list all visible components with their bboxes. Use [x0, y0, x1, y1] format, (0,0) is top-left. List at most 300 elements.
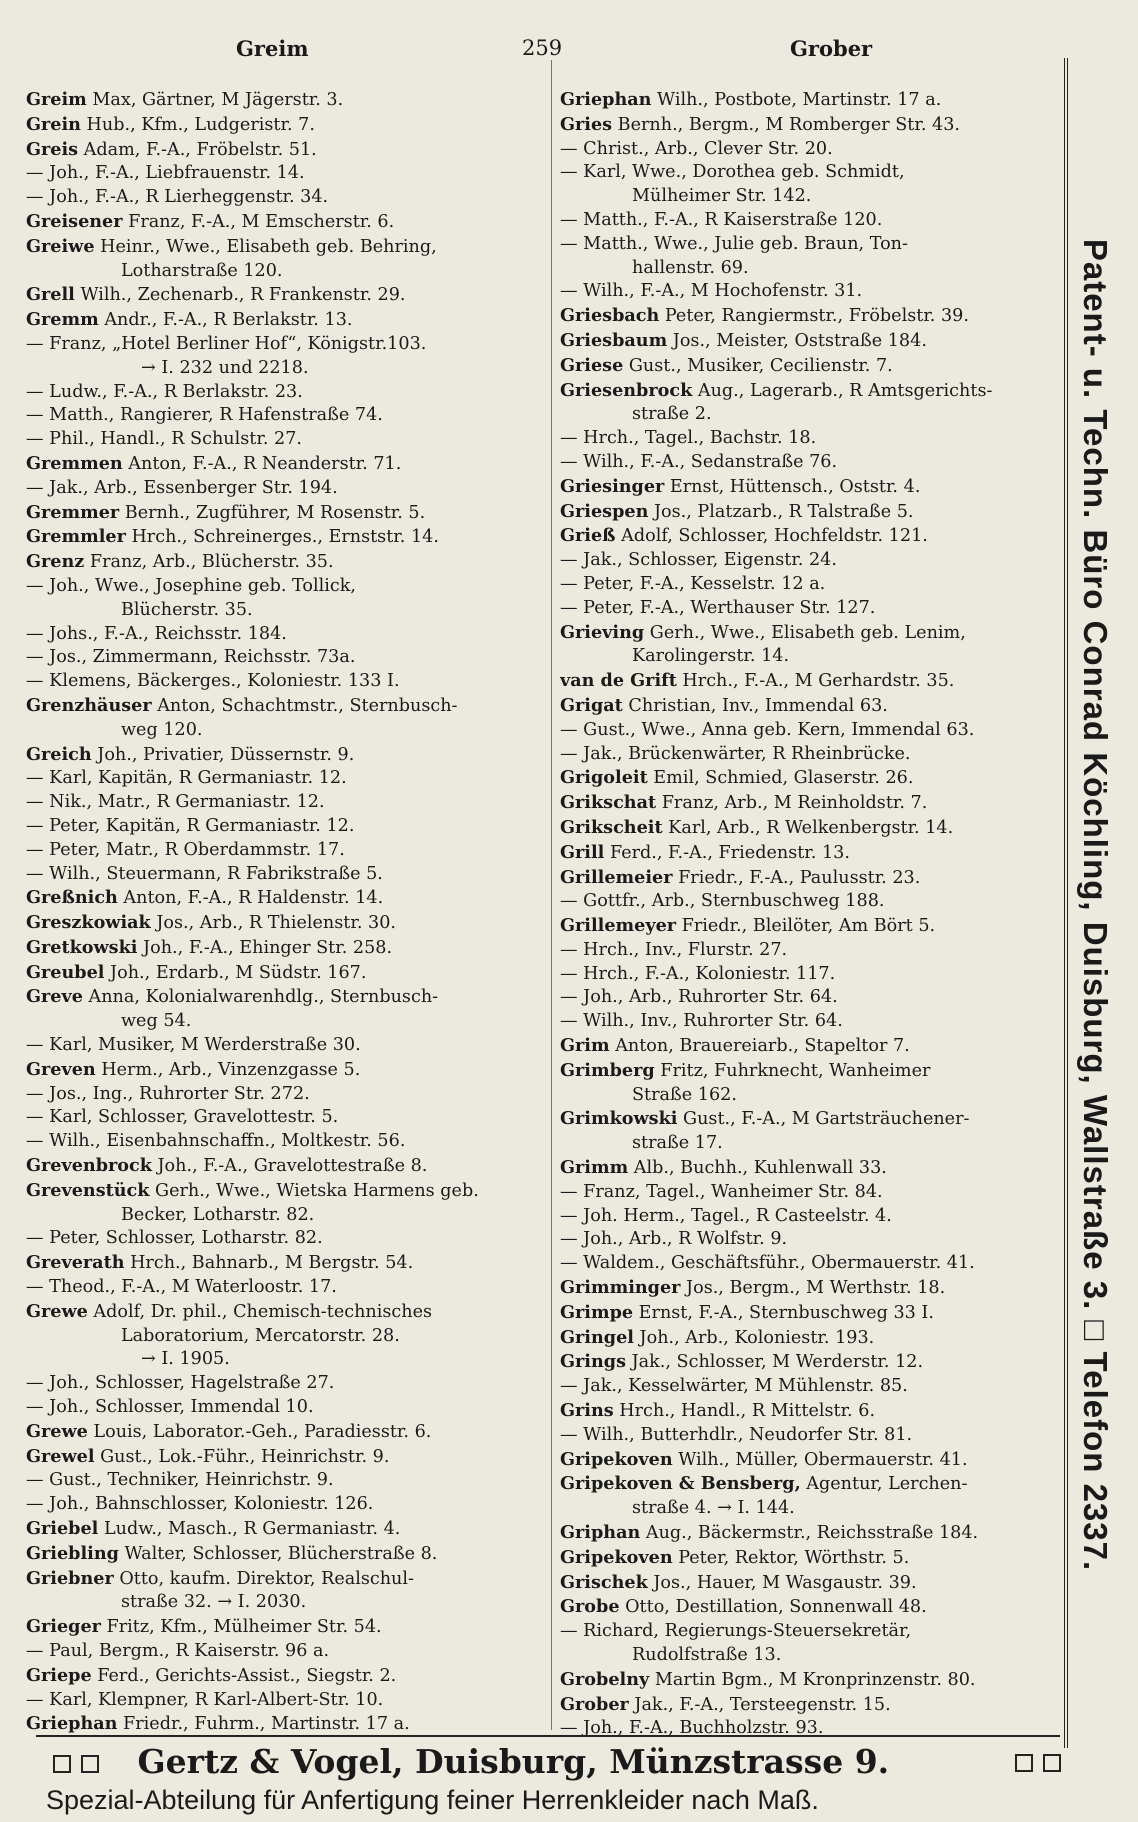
entry-details: Wilh., Müller, Obermauerstr. 41. — [672, 1449, 968, 1470]
entry-details: — Hrch., F.-A., Koloniestr. 117. — [560, 963, 836, 984]
directory-entry — [26, 1445, 542, 1470]
entry-surname: Grimberg — [560, 1059, 655, 1081]
directory-entry — [26, 985, 542, 1010]
directory-entry — [26, 1664, 542, 1689]
directory-entry — [26, 694, 542, 719]
entry-details: Gerh., Wwe., Elisabeth geb. Lenim, — [644, 622, 966, 643]
directory-entry — [560, 963, 1060, 987]
page-number: 259 — [522, 36, 563, 60]
entry-details: weg 54. — [121, 1011, 192, 1032]
entry-details: Gust., Musiker, Cecilienstr. 7. — [623, 355, 893, 376]
directory-entry — [560, 1205, 1060, 1229]
directory-entry — [26, 1083, 542, 1107]
entry-details: Anna, Kolonialwarenhdlg., Sternbusch- — [82, 987, 439, 1008]
directory-entry — [560, 841, 1060, 866]
entry-details: Jos., Hauer, M Wasgaustr. 39. — [647, 1572, 917, 1593]
directory-entry — [26, 525, 542, 550]
directory-entry — [560, 914, 1060, 939]
directory-entry — [26, 863, 542, 887]
footer-ad-sub: Spezial-Abteilung für Anfertigung feiner Herrenkleider nach Maß. — [46, 1785, 819, 1815]
entry-details: — Paul, Bergm., R Kaiserstr. 96 a. — [26, 1641, 330, 1661]
entry-details: Joh., F.-A., Gravelottestraße 8. — [151, 1156, 428, 1177]
directory-entry — [560, 209, 1060, 233]
directory-entry — [560, 379, 1060, 404]
directory-entry — [560, 475, 1060, 500]
entry-details: Hub., Kfm., Ludgeristr. 7. — [80, 114, 315, 135]
entry-surname: Grikschat — [560, 792, 657, 814]
directory-entry — [26, 210, 542, 235]
directory-entry — [26, 138, 542, 163]
directory-entry — [26, 1372, 542, 1396]
directory-entry — [560, 621, 1060, 646]
entry-details: Friedr., Bleilöter, Am Bört 5. — [676, 916, 936, 937]
directory-entry — [560, 1084, 1060, 1108]
entry-details: — Phil., Handl., R Schulstr. 27. — [26, 429, 302, 450]
entry-details: Ferd., F.-A., Friedenstr. 13. — [604, 842, 850, 863]
directory-entry — [560, 816, 1060, 841]
entry-surname: Greim — [26, 89, 87, 110]
entry-details: — Christ., Arb., Clever Str. 20. — [560, 138, 833, 159]
directory-entry — [26, 283, 542, 308]
directory-entry — [26, 1276, 542, 1300]
directory-entry — [26, 113, 542, 138]
entry-details: Fritz, Kfm., Mülheimer Str. 54. — [100, 1617, 382, 1638]
entry-details: — Peter, Schlosser, Lotharstr. 82. — [26, 1228, 323, 1249]
entry-details: — Hrch., Tagel., Bachstr. 18. — [560, 428, 817, 449]
entry-details: Joh., Arb., Koloniestr. 193. — [633, 1327, 875, 1348]
directory-entry — [560, 1693, 1060, 1718]
sidebar-ad: Patent- u. Techn. Büro Conrad Köchling, Duisburg, Wallstraße 3. □ Telefon 2337. — [1077, 238, 1114, 1572]
entry-details: hallenstr. 69. — [632, 257, 749, 278]
entry-details: — Joh., F.-A., R Lierheggenstr. 34. — [26, 187, 329, 208]
entry-details: — Wilh., Inv., Ruhrorter Str. 64. — [560, 1011, 843, 1032]
entry-details: Herm., Arb., Vinzenzgasse 5. — [95, 1059, 361, 1080]
entry-details: — Joh., F.-A., Buchholzstr. 93. — [560, 1718, 824, 1739]
directory-entry — [26, 1689, 542, 1713]
entry-details: Gust., F.-A., M Gartsträuchener- — [677, 1109, 970, 1130]
entry-details: Bernh., Zugführer, M Rosenstr. 5. — [119, 502, 426, 523]
directory-entry — [560, 1034, 1060, 1059]
entry-details: — Wilh., Butterhdlr., Neudorfer Str. 81. — [560, 1424, 913, 1445]
directory-entry — [26, 815, 542, 839]
entry-details: — Joh., Arb., R Wolfstr. 9. — [560, 1229, 788, 1250]
entry-surname: Grein — [26, 113, 81, 135]
directory-entry — [26, 911, 542, 936]
entry-surname: Gripekoven — [560, 1546, 673, 1568]
directory-entry — [26, 428, 542, 452]
entry-surname: Gremmer — [26, 501, 120, 523]
square-ornament — [81, 1755, 99, 1773]
directory-entry — [26, 1493, 542, 1517]
right-column — [560, 88, 1060, 1741]
directory-entry — [26, 791, 542, 815]
entry-surname: Grigoleit — [560, 767, 648, 789]
entry-details: Heinr., Wwe., Elisabeth geb. Behring, — [94, 236, 437, 257]
entry-surname: Grimminger — [560, 1277, 681, 1299]
entry-details: Ludw., Masch., R Germaniastr. 4. — [98, 1519, 401, 1540]
entry-details: Aug., Lagerarb., R Amtsgerichts- — [692, 380, 993, 401]
entry-details: — Karl, Wwe., Dorothea geb. Schmidt, — [560, 162, 905, 183]
entry-surname: Greszkowiak — [26, 912, 151, 934]
entry-details: — Gottfr., Arb., Sternbuschweg 188. — [560, 891, 885, 912]
entry-details: — Ludw., F.-A., R Berlakstr. 23. — [26, 381, 303, 402]
directory-entry — [560, 257, 1060, 281]
entry-details: Ernst, Hüttensch., Oststr. 4. — [664, 476, 921, 497]
entry-details: — Joh., Schlosser, Hagelstraße 27. — [26, 1373, 335, 1394]
entry-surname: Grieger — [26, 1616, 101, 1638]
directory-entry — [560, 1252, 1060, 1276]
directory-entry — [560, 791, 1060, 816]
entry-details: Gust., Lok.-Führ., Heinrichstr. 9. — [94, 1446, 390, 1467]
directory-entry — [26, 743, 542, 768]
directory-entry — [26, 404, 542, 428]
entry-details: — Joh., Schlosser, Immendal 10. — [26, 1397, 314, 1418]
entry-surname: Gringel — [560, 1326, 634, 1348]
entry-details: Franz, Arb., M Reinholdstr. 7. — [656, 793, 928, 814]
entry-details: Lotharstraße 120. — [121, 260, 283, 281]
entry-details: — Peter, F.-A., Werthauser Str. 127. — [560, 597, 876, 618]
entry-surname: Griesinger — [560, 475, 665, 497]
entry-details: — Nik., Matr., R Germaniastr. 12. — [26, 792, 325, 813]
entry-surname: Griesbaum — [560, 329, 668, 351]
directory-entry — [26, 477, 542, 501]
entry-surname: Grins — [560, 1400, 614, 1422]
directory-entry — [26, 1348, 542, 1372]
directory-entry — [26, 1227, 542, 1251]
directory-entry — [560, 1620, 1060, 1644]
entry-surname: Griebel — [26, 1518, 99, 1540]
entry-surname: Greisener — [26, 210, 123, 232]
entry-details: Christian, Inv., Immendal 63. — [622, 695, 888, 716]
entry-details: Anton, Schachtmstr., Sternbusch- — [151, 695, 458, 716]
entry-details: Franz, F.-A., M Emscherstr. 6. — [122, 211, 395, 232]
entry-details: — Jak., Schlosser, Eigenstr. 24. — [560, 550, 837, 571]
directory-entry — [560, 427, 1060, 451]
entry-details: — Wilh., F.-A., Sedanstraße 76. — [560, 451, 838, 472]
directory-entry — [26, 670, 542, 694]
directory-entry — [560, 1276, 1060, 1301]
directory-entry — [560, 1010, 1060, 1034]
entry-surname: Grikscheit — [560, 816, 663, 838]
entry-details: Jos., Meister, Oststraße 184. — [667, 330, 927, 351]
entry-details: — Johs., F.-A., Reichsstr. 184. — [26, 623, 287, 644]
header-right-keyword: Grober — [790, 36, 873, 61]
entry-surname: Gripekoven & Bensberg, — [560, 1473, 801, 1495]
header-left-keyword: Greim — [236, 36, 309, 61]
entry-details: Joh., Erdarb., M Südstr. 167. — [104, 962, 367, 983]
entry-surname: Griphan — [560, 1522, 641, 1544]
directory-entry — [560, 329, 1060, 354]
directory-entry — [560, 1546, 1060, 1571]
entry-details: Joh., F.-A., Ehinger Str. 258. — [137, 937, 393, 958]
entry-details: Hrch., F.-A., M Gerhardstr. 35. — [676, 671, 955, 692]
entry-details: Adam, F.-A., Fröbelstr. 51. — [78, 139, 317, 160]
directory-entry — [26, 1325, 542, 1349]
entry-surname: Grings — [560, 1351, 626, 1373]
entry-surname: Greßnich — [26, 887, 118, 909]
entry-details: — Karl, Kapitän, R Germaniastr. 12. — [26, 768, 347, 789]
directory-entry — [560, 1424, 1060, 1448]
directory-entry — [26, 1034, 542, 1058]
directory-entry — [560, 1107, 1060, 1132]
directory-entry — [560, 743, 1060, 767]
directory-entry — [26, 1640, 542, 1664]
entry-surname: Grimpe — [560, 1301, 634, 1323]
directory-entry — [560, 1181, 1060, 1205]
directory-entry — [26, 599, 542, 623]
directory-entry — [26, 1106, 542, 1130]
directory-entry — [560, 1644, 1060, 1668]
directory-entry — [560, 1571, 1060, 1596]
directory-entry — [560, 866, 1060, 891]
entry-surname: Griese — [560, 354, 624, 376]
directory-entry — [560, 986, 1060, 1010]
directory-entry — [26, 1154, 542, 1179]
entry-details: — Matth., Wwe., Julie geb. Braun, Ton- — [560, 233, 908, 254]
entry-details: Walter, Schlosser, Blücherstraße 8. — [118, 1543, 438, 1564]
entry-details: — Jos., Ing., Ruhrorter Str. 272. — [26, 1083, 310, 1104]
directory-entry — [26, 886, 542, 911]
directory-entry — [26, 260, 542, 284]
entry-surname: Greverath — [26, 1252, 125, 1274]
directory-entry — [26, 501, 542, 526]
footer-ad-main — [48, 1742, 889, 1781]
entry-details: — Richard, Regierungs-Steuersekretär, — [560, 1621, 912, 1642]
entry-surname: Griebling — [26, 1542, 119, 1564]
directory-entry — [26, 1469, 542, 1493]
directory-entry — [560, 1132, 1060, 1156]
directory-entry — [560, 1595, 1060, 1620]
directory-entry — [560, 890, 1060, 914]
entry-surname: Grewe — [26, 1300, 88, 1322]
entry-details: Jak., Schlosser, M Werderstr. 12. — [625, 1352, 924, 1373]
directory-entry — [26, 1179, 542, 1204]
entry-details: Alb., Buchh., Kuhlenwall 33. — [628, 1158, 887, 1179]
entry-surname: Gremmler — [26, 526, 126, 548]
directory-entry — [560, 113, 1060, 138]
column-divider — [551, 60, 552, 1730]
directory-entry — [26, 1204, 542, 1228]
directory-entry — [26, 1712, 542, 1737]
entry-details: — Franz, „Hotel Berliner Hof“, Königstr.103. — [26, 333, 427, 354]
directory-entry — [560, 1399, 1060, 1424]
directory-entry — [560, 524, 1060, 549]
directory-entry — [560, 304, 1060, 329]
entry-surname: Griephan — [560, 89, 652, 110]
directory-entry — [560, 161, 1060, 185]
entry-details: — Wilh., Eisenbahnschaffn., Moltkestr. 56. — [26, 1131, 406, 1152]
entry-surname: Grillemeier — [560, 866, 673, 888]
entry-details: Peter, Rektor, Wörthstr. 5. — [672, 1547, 910, 1568]
entry-details: — Joh., Arb., Ruhrorter Str. 64. — [560, 987, 838, 1008]
directory-entry — [560, 1059, 1060, 1084]
entry-surname: Grobe — [560, 1596, 620, 1618]
entry-surname: Greiwe — [26, 235, 95, 257]
directory-entry — [26, 357, 542, 381]
directory-entry — [26, 839, 542, 863]
directory-entry — [26, 1591, 542, 1615]
entry-surname: Grim — [560, 1035, 610, 1057]
entry-details: Andr., F.-A., R Berlakstr. 13. — [98, 310, 353, 331]
square-ornament — [53, 1755, 71, 1773]
entry-details: Mülheimer Str. 142. — [632, 186, 812, 207]
entry-details: straße 2. — [632, 404, 712, 425]
directory-entry — [560, 1472, 1060, 1497]
directory-entry — [26, 1567, 542, 1592]
entry-details: Hrch., Bahnarb., M Bergstr. 54. — [124, 1253, 414, 1274]
entry-surname: Grewe — [26, 1420, 88, 1442]
directory-entry — [26, 550, 542, 575]
entry-details: — Jak., Kesselwärter, M Mühlenstr. 85. — [560, 1376, 908, 1397]
entry-details: — Karl, Klempner, R Karl-Albert-Str. 10. — [26, 1689, 384, 1710]
directory-entry — [26, 452, 542, 477]
directory-entry — [560, 549, 1060, 573]
directory-entry — [26, 1542, 542, 1567]
entry-details: — Hrch., Inv., Flurstr. 27. — [560, 939, 788, 960]
entry-details: Karl, Arb., R Welkenbergstr. 14. — [662, 817, 954, 838]
directory-entry — [26, 719, 542, 743]
directory-entry — [26, 333, 542, 357]
entry-details: — Jos., Zimmermann, Reichsstr. 73a. — [26, 647, 356, 668]
entry-details: straße 4. → I. 144. — [632, 1498, 795, 1519]
entry-details: Fritz, Fuhrknecht, Wanheimer — [654, 1060, 931, 1081]
entry-details: — Wilh., F.-A., M Hochofenstr. 31. — [560, 281, 863, 302]
directory-entry — [26, 1251, 542, 1276]
entry-details: Becker, Lotharstr. 82. — [121, 1204, 315, 1225]
entry-details: Straße 162. — [632, 1084, 737, 1105]
directory-entry — [26, 1300, 542, 1325]
entry-details: Joh., Privatier, Düssernstr. 9. — [91, 744, 355, 765]
entry-details: — Joh., Bahnschlosser, Koloniestr. 126. — [26, 1494, 374, 1515]
entry-surname: Griephan — [26, 1713, 118, 1735]
entry-details: Rudolfstraße 13. — [632, 1645, 782, 1665]
entry-surname: Gripekoven — [560, 1448, 673, 1470]
directory-entry — [26, 1396, 542, 1420]
entry-details: — Matth., F.-A., R Kaiserstraße 120. — [560, 209, 883, 230]
directory-entry — [26, 767, 542, 791]
entry-details: Friedr., F.-A., Paulusstr. 23. — [672, 867, 921, 888]
entry-details: — Gust., Techniker, Heinrichstr. 9. — [26, 1470, 334, 1491]
directory-entry — [560, 1521, 1060, 1546]
directory-entry — [26, 623, 542, 647]
entry-surname: Grell — [26, 284, 75, 306]
directory-entry — [560, 500, 1060, 525]
directory-entry — [560, 766, 1060, 791]
entry-details: Peter, Rangiermstr., Fröbelstr. 39. — [659, 306, 969, 327]
directory-entry — [26, 88, 542, 113]
directory-entry — [26, 1130, 542, 1154]
page-header — [26, 36, 1066, 66]
directory-entry — [560, 233, 1060, 257]
directory-entry — [26, 1615, 542, 1640]
entry-surname: Grimkowski — [560, 1108, 678, 1130]
directory-entry — [26, 1420, 542, 1445]
entry-details: — Joh., Wwe., Josephine geb. Tollick, — [26, 575, 356, 596]
directory-entry — [26, 575, 542, 599]
entry-surname: Greich — [26, 743, 92, 765]
entry-details: — Peter, Matr., R Oberdammstr. 17. — [26, 839, 345, 860]
entry-details: — Waldem., Geschäftsführ., Obermauerstr. 41. — [560, 1253, 975, 1274]
directory-entry — [560, 88, 1060, 113]
directory-entry — [26, 1517, 542, 1542]
entry-surname: Grill — [560, 841, 605, 863]
directory-entry — [26, 235, 542, 260]
entry-surname: Griespen — [560, 500, 649, 522]
directory-entry — [26, 646, 542, 670]
entry-details: Wilh., Zechenarb., R Frankenstr. 29. — [74, 285, 406, 306]
entry-surname: Greis — [26, 138, 79, 160]
entry-surname: Greven — [26, 1058, 96, 1080]
directory-entry — [560, 354, 1060, 379]
directory-entry — [560, 1326, 1060, 1351]
entry-surname: Gretkowski — [26, 936, 138, 958]
entry-details: — Theod., F.-A., M Waterloostr. 17. — [26, 1277, 337, 1298]
entry-details: Jos., Arb., R Thielenstr. 30. — [150, 913, 396, 934]
entry-details: Hrch., Schreinerges., Ernststr. 14. — [125, 527, 439, 548]
entry-details: — Matth., Rangierer, R Hafenstraße 74. — [26, 405, 383, 426]
directory-entry — [560, 694, 1060, 719]
directory-entry — [560, 645, 1060, 669]
directory-entry — [560, 1717, 1060, 1741]
entry-details: — Peter, Kapitän, R Germaniastr. 12. — [26, 815, 355, 836]
entry-details: Otto, kaufm. Direktor, Realschul- — [113, 1568, 414, 1589]
directory-entry — [26, 308, 542, 333]
left-column — [26, 88, 542, 1737]
directory-entry — [26, 1010, 542, 1034]
entry-surname: Grober — [560, 1693, 629, 1715]
entry-details: Jos., Platzarb., R Talstraße 5. — [648, 501, 914, 522]
entry-details: — Klemens, Bäckerges., Koloniestr. 133 I. — [26, 671, 400, 692]
entry-surname: Griepe — [26, 1664, 92, 1686]
entry-details: — Gust., Wwe., Anna geb. Kern, Immendal 63. — [560, 719, 975, 740]
entry-details: — Wilh., Steuermann, R Fabrikstraße 5. — [26, 863, 383, 884]
entry-details: — Jak., Brückenwärter, R Rheinbrücke. — [560, 743, 911, 764]
entry-details: — Peter, F.-A., Kesselstr. 12 a. — [560, 573, 826, 594]
entry-surname: Griesbach — [560, 305, 660, 327]
entry-surname: Greve — [26, 986, 83, 1008]
entry-surname: Grewel — [26, 1445, 95, 1467]
entry-details: Anton, F.-A., R Haldenstr. 14. — [117, 888, 384, 909]
directory-entry — [26, 1058, 542, 1083]
directory-entry — [26, 936, 542, 961]
entry-details: Adolf, Schlosser, Hochfeldstr. 121. — [615, 526, 928, 547]
entry-details: I. 1905. — [161, 1349, 230, 1370]
entry-details: straße 32. → I. 2030. — [121, 1592, 307, 1613]
square-ornament — [1015, 1754, 1033, 1772]
entry-surname: Grimm — [560, 1157, 629, 1179]
directory-entry — [560, 403, 1060, 427]
directory-entry — [560, 573, 1060, 597]
entry-details: Martin Bgm., M Kronprinzenstr. 80. — [649, 1669, 976, 1690]
directory-entry — [560, 939, 1060, 963]
entry-details: Franz, Arb., Blücherstr. 35. — [84, 552, 334, 573]
directory-entry — [26, 162, 542, 186]
entry-surname: Grischek — [560, 1571, 648, 1593]
entry-details: — Jak., Arb., Essenberger Str. 194. — [26, 477, 338, 498]
entry-details: Emil, Schmied, Glaserstr. 26. — [647, 768, 914, 789]
directory-entry — [560, 280, 1060, 304]
square-ornament — [1043, 1754, 1061, 1772]
entry-surname: Griesenbrock — [560, 379, 693, 401]
directory-entry — [560, 719, 1060, 743]
entry-details: — Karl, Musiker, M Werderstraße 30. — [26, 1035, 361, 1056]
entry-details: Adolf, Dr. phil., Chemisch-technisches — [87, 1301, 433, 1322]
entry-details: I. 232 und 2218. — [161, 357, 309, 378]
directory-entry — [560, 138, 1060, 162]
entry-details: Friedr., Fuhrm., Martinstr. 17 a. — [117, 1714, 410, 1735]
directory-entry — [560, 1350, 1060, 1375]
entry-details: Karolingerstr. 14. — [632, 646, 790, 667]
